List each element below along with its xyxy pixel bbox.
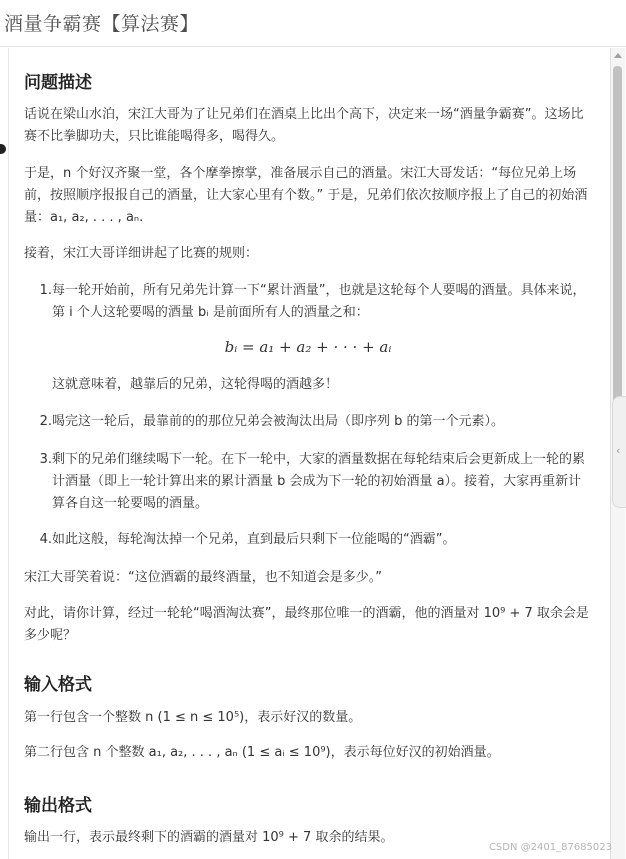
description-paragraph-3: 接着，宋江大哥详细讲起了比赛的规则： — [24, 246, 259, 261]
rule-text: 喝完这一轮后，最靠前的的那位兄弟会被淘汰出局（即序列 b 的第一个元素）。 — [52, 414, 505, 429]
rule-number: 1. — [39, 283, 52, 298]
description-heading: 问题描述 — [24, 73, 92, 93]
chevron-left-icon: ‹ — [616, 444, 621, 457]
rule-item-1 — [24, 280, 592, 324]
rule-number: 3. — [39, 452, 52, 467]
page-header — [0, 0, 626, 47]
rule-text: 剩下的兄弟们继续喝下一轮。在下一轮中，大家的酒量数据在每轮结束后会更新成上一轮的累计酒量（即上一轮计算出来的累计酒量 b 会成为下一轮的初始酒量 a）。接着，大家再重新计算各自这一轮要喝的酒量。 — [52, 452, 586, 511]
formula-note: 这就意味着，越靠后的兄弟，这轮得喝的酒越多！ — [52, 377, 339, 392]
description-paragraph-4: 宋江大哥笑着说：“这位酒霸的最终酒量，也不知道会是多少。” — [24, 570, 382, 585]
watermark: CSDN @2401_87685023 — [488, 842, 612, 853]
input-line-1: 第一行包含一个整数 n (1 ≤ n ≤ 10⁵)，表示好汉的数量。 — [24, 710, 362, 725]
side-marker-icon[interactable] — [0, 144, 6, 154]
rule-number: 4. — [39, 532, 52, 547]
scroll-up-icon[interactable] — [614, 53, 622, 58]
output-format-heading: 输出格式 — [24, 796, 92, 816]
page-title: 酒量争霸赛【算法赛】 — [4, 13, 200, 35]
input-line-2: 第二行包含 n 个整数 a₁, a₂, . . . , aₙ (1 ≤ aᵢ ≤ 10⁹)，表示每位好汉的初始酒量。 — [24, 745, 500, 760]
description-paragraph-1: 话说在梁山水泊，宋江大哥为了让兄弟们在酒桌上比出个高下，决定来一场“酒量争霸赛”。这场比赛不比拳脚功夫，只比谁能喝得多，喝得久。 — [24, 107, 584, 144]
input-format-heading: 输入格式 — [24, 675, 92, 695]
output-line-1: 输出一行，表示最终剩下的酒霸的酒量对 10⁹ + 7 取余的结果。 — [24, 830, 394, 845]
problem-panel — [8, 48, 611, 859]
rule-text: 如此这般，每轮淘汰掉一个兄弟，直到最后只剩下一位能喝的“酒霸”。 — [52, 532, 456, 547]
side-collapse-tab[interactable] — [612, 396, 626, 508]
rule-number: 2. — [39, 414, 52, 429]
rule-text: 每一轮开始前，所有兄弟先计算一下“累计酒量”，也就是这轮每个人要喝的酒量。具体来说，第 i 个人这轮要喝的酒量 bᵢ 是前面所有人的酒量之和： — [52, 283, 586, 320]
prefix-sum-formula: bᵢ = a₁ + a₂ + · · · + aᵢ — [224, 338, 392, 356]
description-paragraph-5: 对此，请你计算，经过一轮轮“喝酒淘汰赛”，最终那位唯一的酒霸，他的酒量对 10⁹ + 7 取余会是多少呢？ — [24, 606, 589, 643]
description-paragraph-2: 于是，n 个好汉齐聚一堂，各个摩拳擦掌，准备展示自己的酒量。宋江大哥发话：“每位兄弟上场前，按照顺序报报自己的酒量，让大家心里有个数。” 于是，兄弟们依次按顺序报上了自己的初始酒量：a₁, a₂, . . . , aₙ. — [24, 166, 588, 225]
